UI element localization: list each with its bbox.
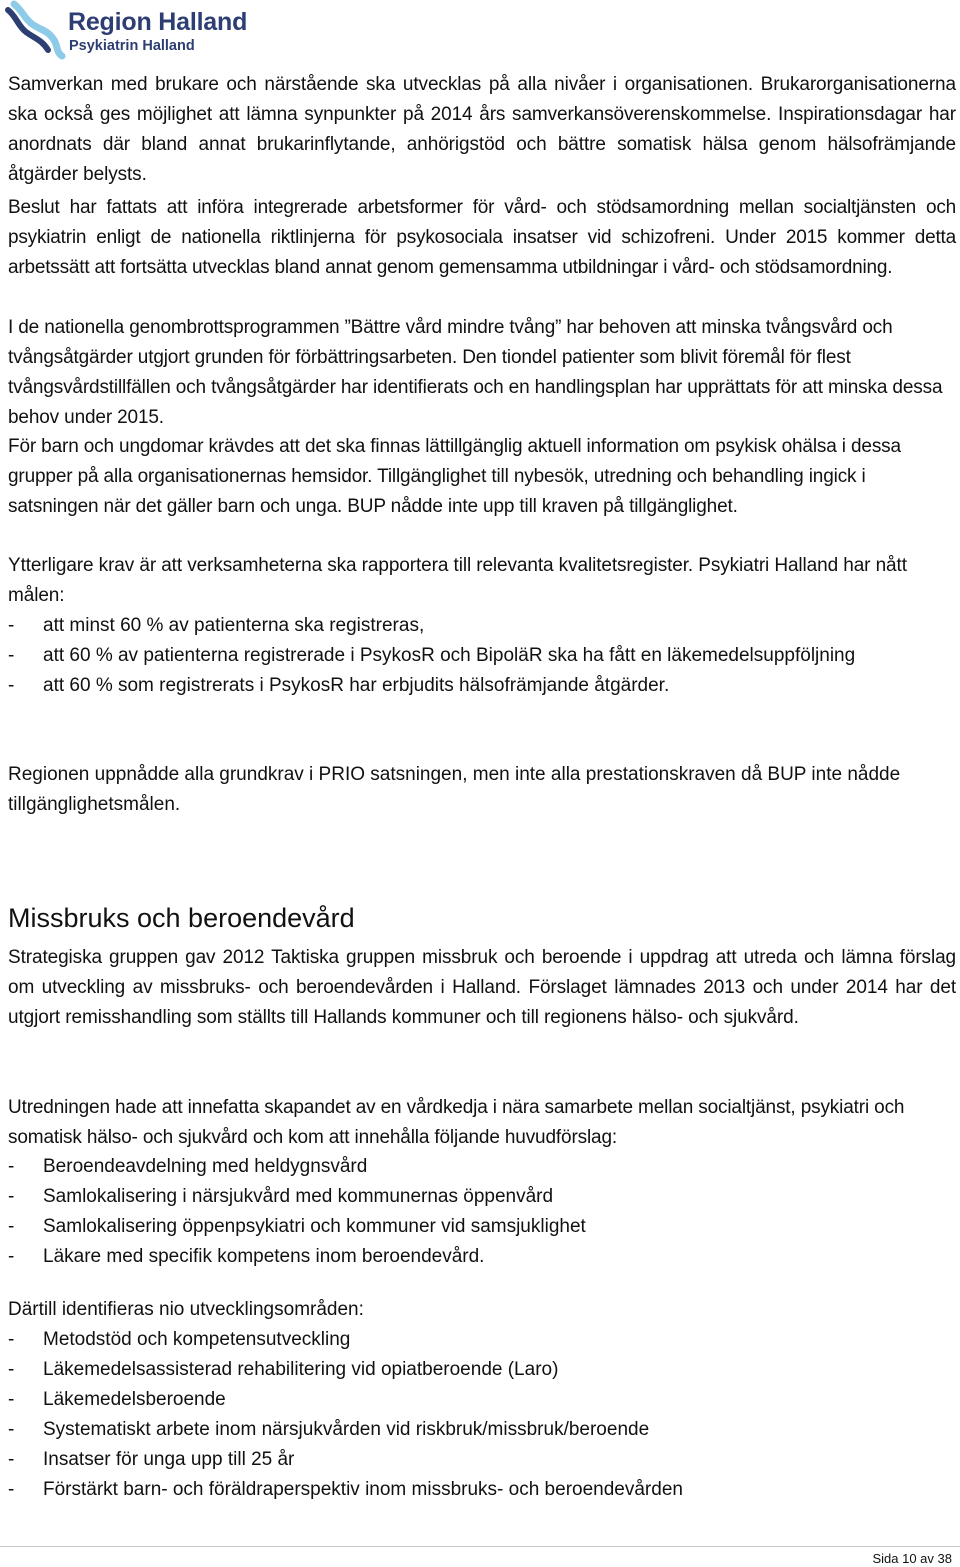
org-name: Region Halland	[68, 8, 248, 36]
paragraph-samverkan: Samverkan med brukare och närstående ska utvecklas på alla nivåer i organisationen. Brukarorganisationerna ska också ges möjlighet att lämna synpunkter på 2014 års samverkansöverenskommelse. Inspirationsdagar har anordnats där bland annat brukarinflytande, anhörigstöd och bättre somatisk hälsa genom hälsofrämjande åtgärder belysts.	[8, 74, 956, 185]
list-item: - Samlokalisering öppenpsykiatri och kommuner vid samsjuklighet	[8, 1212, 956, 1242]
list-item: - Beroendeavdelning med heldygnsvård	[8, 1152, 956, 1182]
paragraph-barn: För barn och ungdomar krävdes att det ska finnas lättillgänglig aktuell information om psykisk ohälsa i dessa grupper på alla organisationernas hemsidor. Tillgänglighet till nybesök, utredning och behandling ingick i satsningen när det gäller barn och unga. BUP nådde inte upp till kraven på tillgänglighet.	[8, 436, 901, 517]
paragraph-prio: Regionen uppnådde alla grundkrav i PRIO satsningen, men inte alla prestationskraven då BUP inte nådde tillgänglighetsmålen.	[8, 764, 901, 815]
paragraph-strategi: Strategiska gruppen gav 2012 Taktiska gruppen missbruk och beroende i uppdrag att utreda och lämna förslag om utveckling av missbruks- och beroendevården i Halland. Förslaget lämnades 2013 och under 2014 har det utgjort remisshandling som ställts till Hallands kommuner och till regionens hälso- och sjukvård.	[8, 947, 956, 1028]
list-item: - Läkare med specifik kompetens inom beroendevård.	[8, 1242, 956, 1272]
list-item: - Förstärkt barn- och föräldraperspektiv inom missbruks- och beroendevården	[8, 1475, 956, 1505]
list-item: - Metodstöd och kompetensutveckling	[8, 1325, 956, 1355]
org-subtitle: Psykiatrin Halland	[69, 38, 195, 54]
goals-list	[8, 611, 956, 701]
page-number: Sida 10 av 38	[872, 1551, 952, 1566]
section-heading: Missbruks och beroendevård	[8, 903, 355, 933]
list-item: - Läkemedelsassisterad rehabilitering vid opiatberoende (Laro)	[8, 1355, 956, 1385]
paragraph-krav: Ytterligare krav är att verksamheterna ska rapportera till relevanta kvalitetsregister. Psykiatri Halland har nått målen:	[8, 555, 907, 606]
list-item: - att 60 % som registrerats i PsykosR har erbjudits hälsofrämjande åtgärder.	[8, 671, 956, 701]
list-item: - Insatser för unga upp till 25 år	[8, 1445, 956, 1475]
proposals-list	[8, 1152, 956, 1272]
development-areas-list	[8, 1325, 956, 1504]
paragraph-utredning: Utredningen hade att innefatta skapandet av en vårdkedja i nära samarbete mellan socialtjänst, psykiatri och somatisk hälso- och sjukvård och kom att innehålla följande huvudförslag:	[8, 1097, 905, 1148]
list-item: - att 60 % av patienterna registrerade i PsykosR och BipoläR ska ha fått en läkemedelsuppföljning	[8, 641, 956, 671]
paragraph-tvang: I de nationella genombrottsprogrammen ”Bättre vård mindre tvång” har behoven att minska tvångsvård och tvångsåtgärder utgjort grunden för förbättringsarbeten. Den tiondel patienter som blivit föremål för flest tvångsvårdstillfällen och tvångsåtgärder har identifierats och en handlingsplan har upprättats för att minska dessa behov under 2015.	[8, 317, 943, 428]
paragraph-beslut: Beslut har fattats att införa integrerade arbetsformer för vård- och stödsamordning mellan socialtjänsten och psykiatrin enligt de nationella riktlinjerna för psykosociala insatser vid schizofreni. Under 2015 kommer detta arbetssätt att fortsätta utvecklas bland annat genom gemensamma utbildningar i vård- och stödsamordning.	[8, 197, 956, 278]
list-item: - Läkemedelsberoende	[8, 1385, 956, 1415]
list-item: - att minst 60 % av patienterna ska registreras,	[8, 611, 956, 641]
footer-divider	[0, 1546, 960, 1547]
region-halland-logo	[4, 0, 254, 60]
paragraph-areas-intro: Därtill identifieras nio utvecklingsområden:	[8, 1299, 364, 1320]
halland-county-map-icon	[4, 0, 66, 60]
list-item: - Systematiskt arbete inom närsjukvården vid riskbruk/missbruk/beroende	[8, 1415, 956, 1445]
list-item: - Samlokalisering i närsjukvård med kommunernas öppenvård	[8, 1182, 956, 1212]
